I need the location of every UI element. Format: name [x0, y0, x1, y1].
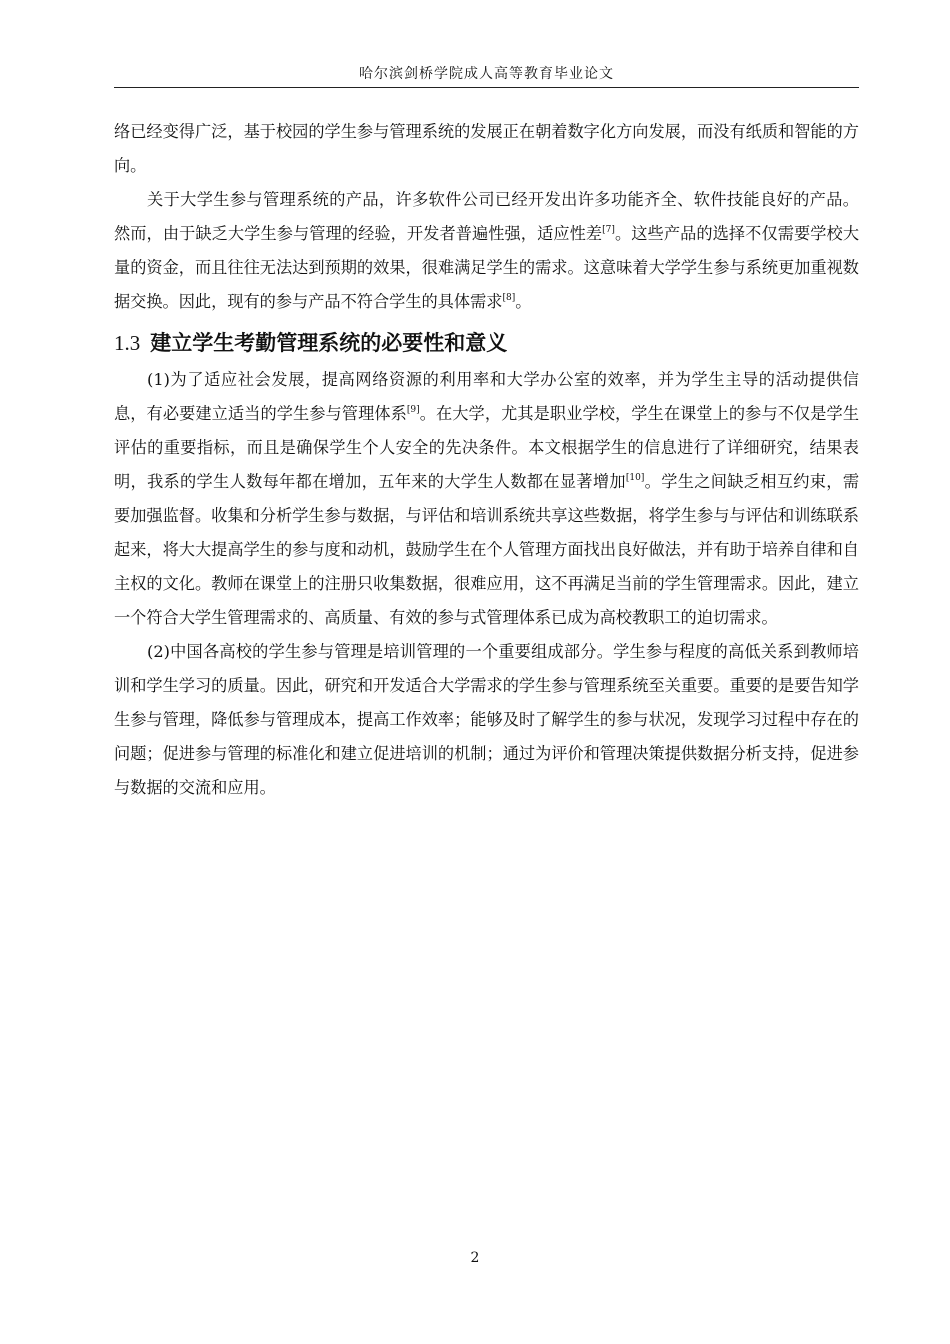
paragraph-text: 关于大学生参与管理系统的产品，许多软件公司已经开发出许多功能齐全、软件技能良好的产品。然而，由于缺乏大学生参与管理的经验，开发者普遍性强，适应性差: [114, 190, 859, 243]
paragraph-text: (1)为了适应社会发展，提高网络资源的利用率和大学办公室的效率，并为学生主导的活动提供信息，有必要建立适当的学生参与管理体系: [114, 370, 859, 423]
citation-7: [7]: [602, 225, 615, 235]
paragraph-continued: [114, 115, 859, 183]
header-rule: [114, 87, 859, 88]
citation-10: [10]: [625, 473, 645, 483]
paragraph-point-1: [114, 363, 859, 635]
section-number: 1.3: [114, 331, 141, 355]
paragraph-text: 。学生之间缺乏相互约束，需要加强监督。收集和分析学生参与数据，与评估和培训系统共享这些数据，将学生参与与评估和训练联系起来，将大大提高学生的参与度和动机，鼓励学生在个人管理方面找出良好做法，并有助于培养自律和自主权的文化。教师在课堂上的注册只收集数据，很难应用，这不再满足当前的学生管理需求。因此，建立一个符合大学生管理需求的、高质量、有效的参与式管理体系已成为高校教职工的迫切需求。: [114, 472, 860, 627]
citation-8: [8]: [502, 293, 516, 303]
section-heading: [114, 325, 859, 361]
paragraph-point-2: [114, 635, 859, 805]
paragraph-text: 络已经变得广泛，基于校园的学生参与管理系统的发展正在朝着数字化方向发展，而没有纸质和智能的方向。: [114, 122, 859, 175]
paragraph-text: 。这些产品的选择不仅需要学校大量的资金，而且往往无法达到预期的效果，很难满足学生的需求。这意味着大学学生参与系统更加重视数据交换。因此，现有的参与产品不符合学生的具体需求: [114, 224, 860, 311]
section-title: 建立学生考勤管理系统的必要性和意义: [150, 331, 508, 355]
page-number: 2: [470, 1250, 480, 1266]
paragraph-text: 。在大学，尤其是职业学校，学生在课堂上的参与不仅是学生评估的重要指标，而且是确保学生个人安全的先决条件。本文根据学生的信息进行了详细研究，结果表明，我系的学生人数每年都在增加，五年来的大学生人数都在显著增加: [114, 404, 860, 491]
citation-9: [9]: [406, 405, 420, 415]
paragraph-text: 。: [515, 292, 532, 311]
page-header: 哈尔滨剑桥学院成人高等教育毕业论文: [359, 66, 614, 82]
paragraph-products: [114, 183, 859, 319]
document-body: [114, 115, 859, 805]
paragraph-text: (2)中国各高校的学生参与管理是培训管理的一个重要组成部分。学生参与程度的高低关系到教师培训和学生学习的质量。因此，研究和开发适合大学需求的学生参与管理系统至关重要。重要的是要告知学生参与管理，降低参与管理成本，提高工作效率；能够及时了解学生的参与状况，发现学习过程中存在的问题；促进参与管理的标准化和建立促进培训的机制；通过为评价和管理决策提供数据分析支持，促进参与数据的交流和应用。: [114, 642, 859, 797]
